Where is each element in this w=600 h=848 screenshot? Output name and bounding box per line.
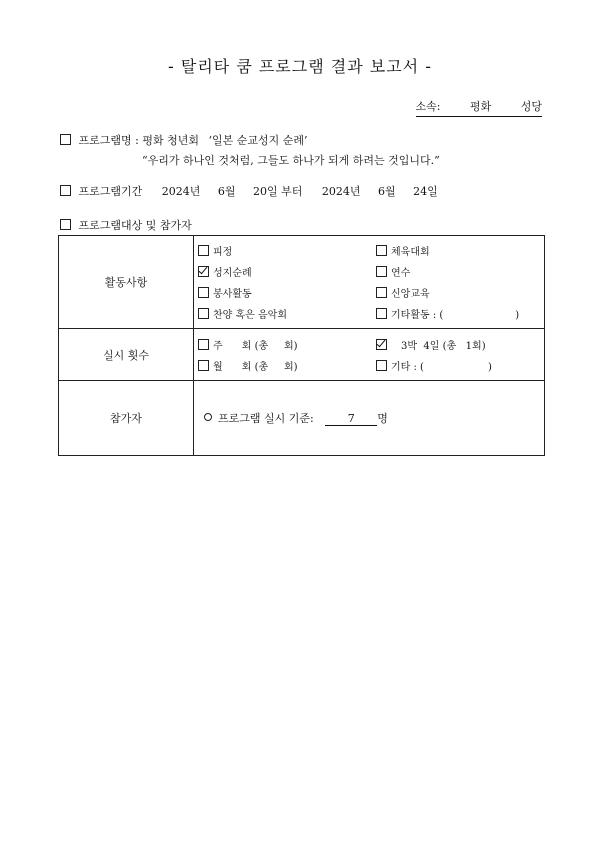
option-nights[interactable]: 3박 4일 (총 1회) [376, 337, 543, 352]
program-name-row [60, 132, 307, 148]
option-pilgrimage[interactable]: 성지순례 [198, 264, 376, 279]
checked-checkbox[interactable] [198, 266, 209, 277]
frequency-label: 실시 횟수 [59, 329, 194, 381]
checkbox[interactable] [198, 360, 209, 371]
option-faith-education[interactable]: 신앙교육 [376, 285, 543, 300]
option-concert[interactable]: 찬양 혹은 음악회 [198, 306, 376, 321]
checkbox[interactable] [60, 219, 71, 230]
activity-row [59, 236, 545, 329]
option-retreat[interactable]: 피정 [198, 243, 376, 258]
option-monthly[interactable]: 월 회 (총 회) [198, 358, 376, 373]
checkbox[interactable] [376, 360, 387, 371]
checkbox[interactable] [198, 287, 209, 298]
start-day: 20일 부터 [253, 185, 303, 198]
participants-count[interactable]: 7 [325, 412, 377, 426]
program-period-label: 프로그램기간 [78, 185, 143, 198]
checkbox[interactable] [376, 245, 387, 256]
option-other-frequency[interactable]: 기타 : ( ) [376, 358, 543, 373]
program-period-row [60, 183, 438, 199]
frequency-row [59, 329, 545, 381]
end-year: 2024년 [321, 185, 361, 198]
start-year: 2024년 [161, 185, 201, 198]
option-other-activity[interactable]: 기타활동 : ( ) [376, 306, 543, 321]
target-row [60, 217, 192, 233]
end-month: 6월 [378, 185, 396, 198]
circle-bullet-icon [204, 413, 212, 421]
frequency-options-cell [194, 329, 545, 381]
start-month: 6월 [217, 185, 236, 198]
target-label: 프로그램대상 및 참가자 [78, 219, 192, 232]
program-name-label: 프로그램명 : 평화 청년회 [78, 134, 199, 147]
checked-checkbox[interactable] [376, 339, 387, 350]
participants-cell [194, 381, 545, 456]
affiliation-underline [416, 116, 543, 117]
checkbox[interactable] [376, 266, 387, 277]
option-sports[interactable]: 체육대회 [376, 243, 543, 258]
activity-options-cell [194, 236, 545, 329]
program-table [58, 235, 545, 456]
participants-label: 참가자 [59, 381, 194, 456]
participants-unit: 명 [377, 412, 388, 425]
checkbox[interactable] [198, 245, 209, 256]
affiliation-value-2: 성당 [520, 100, 542, 113]
option-weekly[interactable]: 주 회 (총 회) [198, 337, 376, 352]
end-day: 24일 [413, 185, 438, 198]
participants-text: 프로그램 실시 기준: [218, 412, 314, 425]
affiliation-value-1: 평화 [469, 100, 492, 113]
checkbox[interactable] [376, 308, 387, 319]
program-quote: “우리가 하나인 것처럼, 그들도 하나가 되게 하려는 것입니다.” [142, 154, 440, 167]
checkbox[interactable] [198, 308, 209, 319]
activity-label: 활동사항 [59, 236, 194, 329]
checkbox[interactable] [60, 185, 71, 196]
option-training[interactable]: 연수 [376, 264, 543, 279]
checkbox[interactable] [60, 134, 71, 145]
program-name-value: ‘일본 순교성지 순례’ [208, 134, 308, 147]
participants-row [59, 381, 545, 456]
checkbox[interactable] [376, 287, 387, 298]
report-title: - 탈리타 쿰 프로그램 결과 보고서 - [168, 57, 432, 76]
option-volunteer[interactable]: 봉사활동 [198, 285, 376, 300]
affiliation-label: 소속: [415, 100, 441, 113]
checkbox[interactable] [198, 339, 209, 350]
affiliation [416, 98, 543, 114]
